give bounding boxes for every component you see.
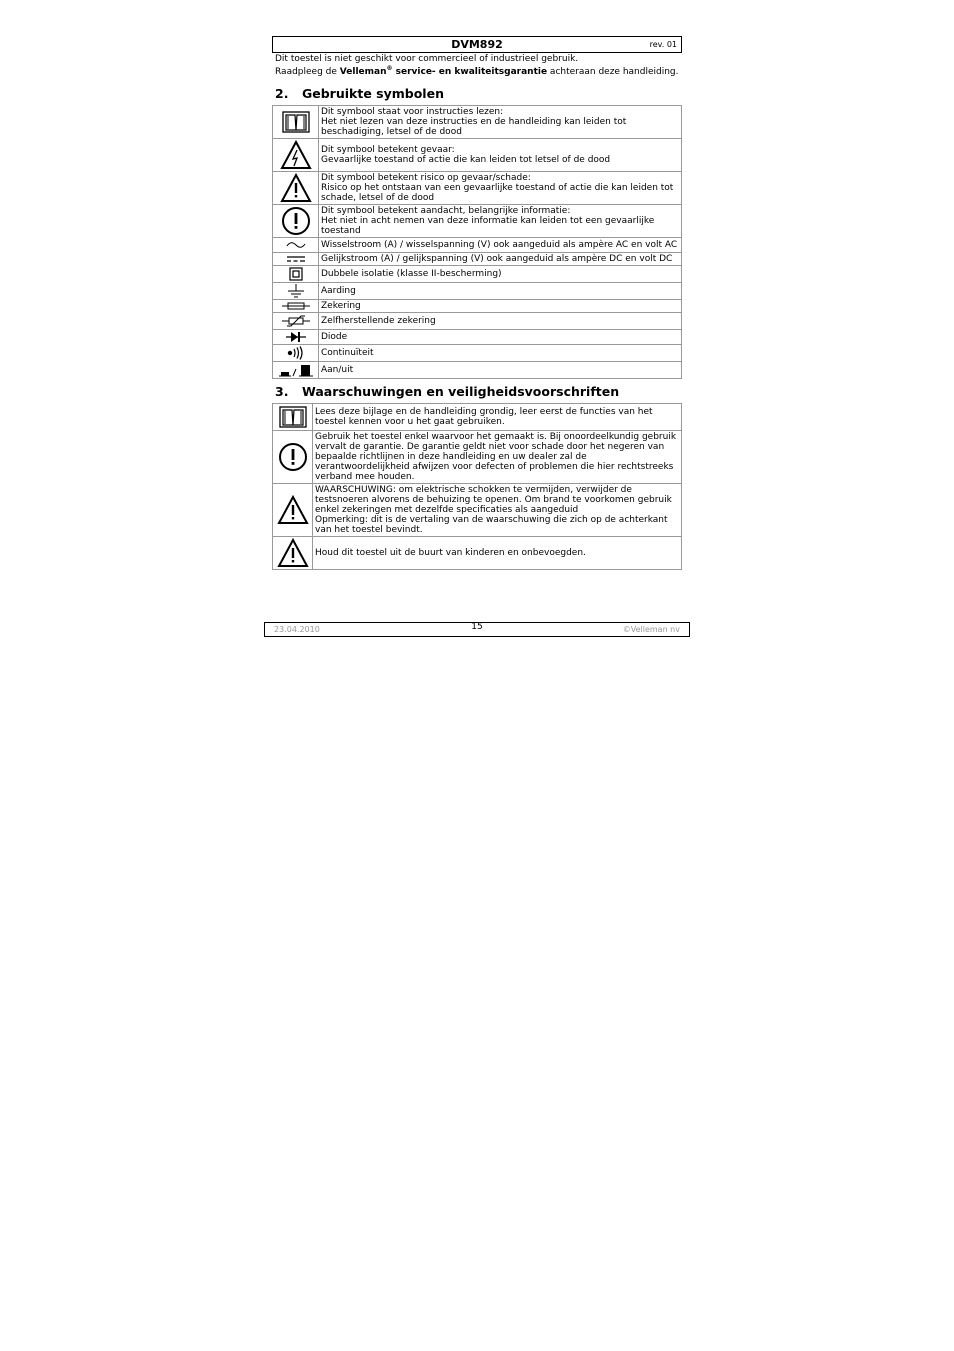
exclamation-circle-icon xyxy=(273,205,319,238)
warning-triangle-icon xyxy=(273,484,313,537)
guarantee-name: service- en kwaliteitsgarantie xyxy=(392,67,548,77)
section-3-title: Waarschuwingen en veiligheidsvoorschriften xyxy=(302,384,620,399)
symbol-description: Dit symbool betekent gevaar: Gevaarlijke toestand of actie die kan leiden tot letsel of de dood xyxy=(319,139,682,172)
footer-date: 23.04.2010 xyxy=(274,625,320,634)
warning-triangle-icon xyxy=(273,537,313,570)
fuse-icon xyxy=(273,300,319,313)
symbol-description: Aan/uit xyxy=(319,362,682,379)
section-2-number: 2. xyxy=(275,86,289,101)
brand-name: Velleman xyxy=(339,67,387,77)
symbol-row xyxy=(273,139,682,172)
symbol-description: Aarding xyxy=(319,283,682,300)
symbol-row xyxy=(273,362,682,379)
page-header xyxy=(272,36,682,53)
section-2-title: Gebruikte symbolen xyxy=(302,86,444,101)
symbol-description: Dubbele isolatie (klasse II-bescherming) xyxy=(319,266,682,283)
symbol-row xyxy=(273,313,682,330)
warning-row xyxy=(273,484,682,537)
symbol-description: Continuïteit xyxy=(319,345,682,362)
page-number: 15 xyxy=(471,622,483,632)
symbol-row xyxy=(273,253,682,266)
warning-row xyxy=(273,537,682,570)
section-2-heading xyxy=(275,87,682,101)
warning-description: WAARSCHUWING: om elektrische schokken te vermijden, verwijder de testsnoeren alvorens de behuizing te openen. Om brand te voorkomen gebruik enkel zekeringen met dezelfde specificaties als aangeduid Opmerking: dit is de vertaling van de waarschuwing die zich op de achterkant van het toestel bevindt. xyxy=(313,484,682,537)
section-3-heading xyxy=(275,385,682,399)
warning-description: Houd dit toestel uit de buurt van kinderen en onbevoegden. xyxy=(313,537,682,570)
footer-copyright: ©Velleman nv xyxy=(622,625,680,634)
symbol-description: Dit symbool betekent aandacht, belangrijke informatie: Het niet in acht nemen van deze informatie kan leiden tot een gevaarlijke toestand xyxy=(319,205,682,238)
double-insulation-icon xyxy=(273,266,319,283)
exclamation-circle-icon xyxy=(273,431,313,484)
warning-description: Lees deze bijlage en de handleiding grondig, leer eerst de functies van het toestel kennen voor u het gaat gebruiken. xyxy=(313,404,682,431)
ac-wave-icon xyxy=(273,238,319,253)
page-content xyxy=(272,36,682,570)
symbol-row xyxy=(273,266,682,283)
ground-icon xyxy=(273,283,319,300)
lightning-warning-icon xyxy=(273,139,319,172)
symbol-row xyxy=(273,238,682,253)
intro-line-1: Dit toestel is niet geschikt voor commercieel of industrieel gebruik. xyxy=(275,54,579,64)
book-icon xyxy=(273,404,313,431)
continuity-icon xyxy=(273,345,319,362)
dc-icon xyxy=(273,253,319,266)
warning-description: Gebruik het toestel enkel waarvoor het gemaakt is. Bij onoordeelkundig gebruik vervalt de garantie. De garantie geldt niet voor schade door het negeren van bepaalde richtlijnen in deze handleiding en uw dealer zal de verantwoordelijkheid afwijzen voor defecten of problemen die hier rechtstreeks verband mee houden. xyxy=(313,431,682,484)
symbol-row xyxy=(273,283,682,300)
intro-post: achteraan deze handleiding. xyxy=(547,67,679,77)
power-switch-icon xyxy=(273,362,319,379)
warning-triangle-icon xyxy=(273,172,319,205)
symbol-description: Wisselstroom (A) / wisselspanning (V) ook aangeduid als ampère AC en volt AC xyxy=(319,238,682,253)
symbol-row xyxy=(273,300,682,313)
symbol-row xyxy=(273,345,682,362)
warning-row xyxy=(273,431,682,484)
intro-pre: Raadpleeg de xyxy=(275,67,340,77)
symbols-table xyxy=(272,105,682,379)
warnings-table xyxy=(272,403,682,570)
warning-row xyxy=(273,404,682,431)
symbol-row xyxy=(273,172,682,205)
section-3-number: 3. xyxy=(275,384,289,399)
symbol-row xyxy=(273,330,682,345)
symbol-description: Diode xyxy=(319,330,682,345)
symbol-description: Gelijkstroom (A) / gelijkspanning (V) ook aangeduid als ampère DC en volt DC xyxy=(319,253,682,266)
document-title: DVM892 xyxy=(451,38,503,51)
symbol-description: Dit symbool betekent risico op gevaar/schade: Risico op het ontstaan van een gevaarlijke toestand of actie die kan leiden tot schade, letsel of de dood xyxy=(319,172,682,205)
symbol-description: Zelfherstellende zekering xyxy=(319,313,682,330)
book-icon xyxy=(273,106,319,139)
symbol-row xyxy=(273,205,682,238)
symbol-row xyxy=(273,106,682,139)
registered-mark: ® xyxy=(386,65,393,72)
intro-line-2 xyxy=(275,64,682,77)
revision-label: rev. 01 xyxy=(649,40,677,49)
resettable-fuse-icon xyxy=(273,313,319,330)
symbol-description: Dit symbool staat voor instructies lezen: Het niet lezen van deze instructies en de handleiding kan leiden tot beschadiging, letsel of de dood xyxy=(319,106,682,139)
diode-icon xyxy=(273,330,319,345)
page-footer xyxy=(264,622,690,637)
symbol-description: Zekering xyxy=(319,300,682,313)
intro-text xyxy=(275,54,682,77)
